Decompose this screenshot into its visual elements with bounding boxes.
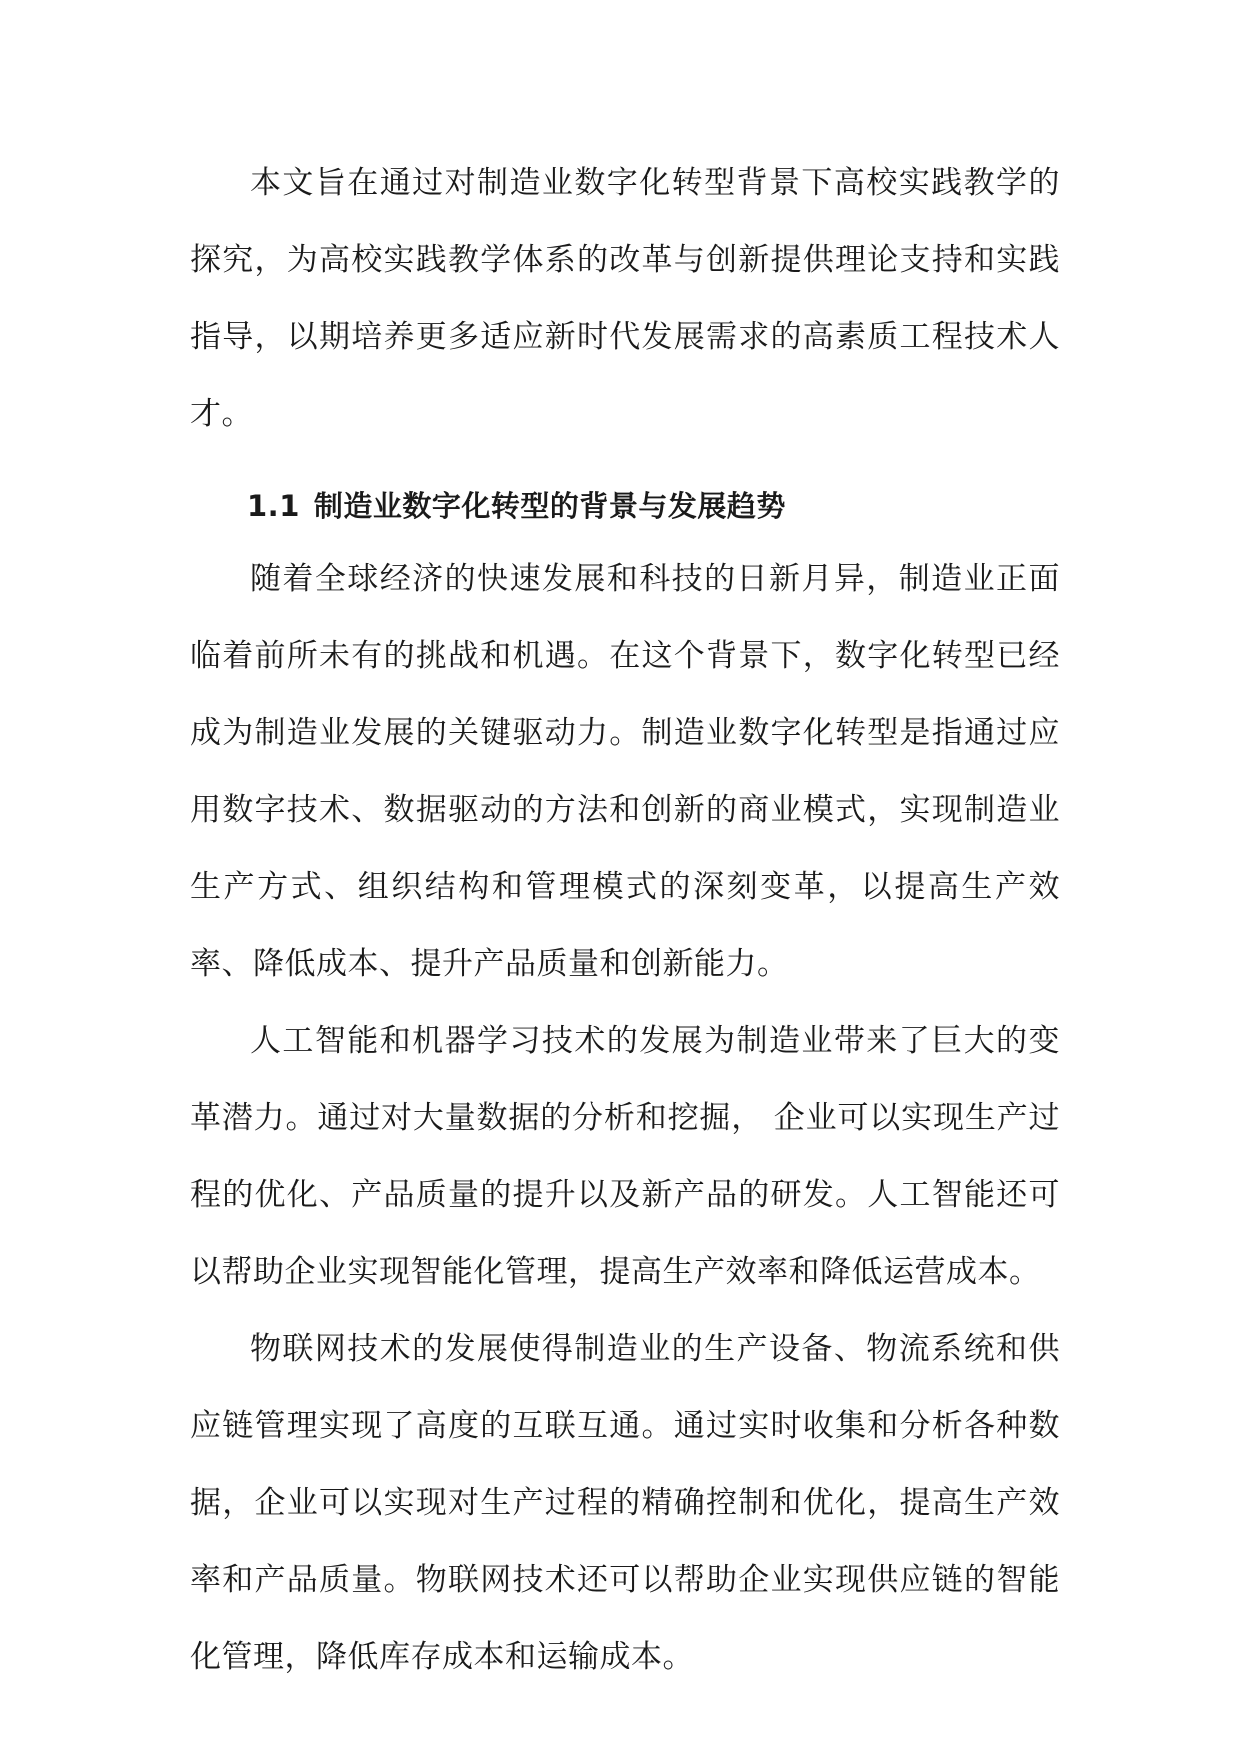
section-number: 1.1 (247, 489, 300, 523)
section-title: 制造业数字化转型的背景与发展趋势 (313, 489, 786, 523)
body-paragraph-3: 物联网技术的发展使得制造业的生产设备、物流系统和供应链管理实现了高度的互联互通。通过实时收集和分析各种数据，企业可以实现对生产过程的精确控制和优化，提高生产效率和产品质量。物联网技术还可以帮助企业实现供应链的智能化管理，降低库存成本和运输成本。 (190, 1331, 1060, 1675)
body-paragraph-1: 随着全球经济的快速发展和科技的日新月异，制造业正面临着前所未有的挑战和机遇。在这个背景下，数字化转型已经成为制造业发展的关键驱动力。制造业数字化转型是指通过应用数字技术、数据驱动的方法和创新的商业模式，实现制造业生产方式、组织结构和管理模式的深刻变革，以提高生产效率、降低成本、提升产品质量和创新能力。 (190, 561, 1060, 982)
intro-paragraph: 本文旨在通过对制造业数字化转型背景下高校实践教学的探究，为高校实践教学体系的改革与创新提供理论支持和实践指导，以期培养更多适应新时代发展需求的高素质工程技术人才。 (190, 165, 1060, 432)
section-heading (190, 471, 1060, 541)
body-paragraph-2: 人工智能和机器学习技术的发展为制造业带来了巨大的变革潜力。通过对大量数据的分析和挖掘， 企业可以实现生产过程的优化、产品质量的提升以及新产品的研发。人工智能还可以帮助企业实现智能化管理，提高生产效率和降低运营成本。 (190, 1023, 1060, 1290)
document-body (190, 145, 1060, 1696)
